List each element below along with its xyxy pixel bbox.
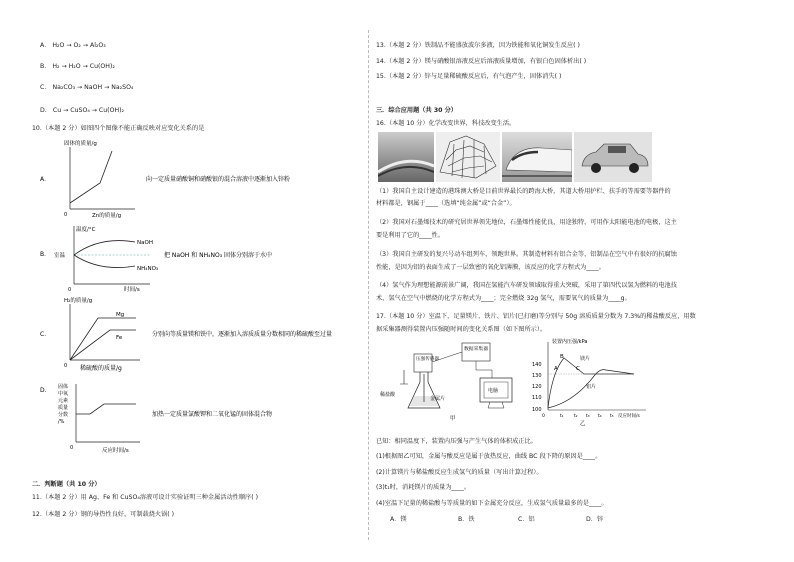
x-axis-label: 时间/s: [124, 287, 140, 293]
x-tick: t₂: [574, 414, 578, 419]
apparatus-diagram: [378, 340, 528, 422]
q16-line-1: （1）我国自主设计建造的港珠澳大桥是目前世界最长的跨海大桥，其道大桥用护栏、扶手的等需要等器件的: [376, 188, 671, 195]
bridge-photo: [378, 132, 434, 182]
x-tick: t₅: [610, 414, 614, 419]
car-photo: [574, 132, 652, 182]
y-tick: 140: [532, 362, 542, 368]
graph-letter: D．: [40, 387, 51, 394]
q17-item-3: (3)t₁时，消耗镁片的质量为____。: [376, 484, 471, 491]
graph-letter: B．: [40, 251, 51, 258]
graph-letter: C．: [40, 331, 51, 338]
y-tick: 130: [532, 373, 542, 379]
question-14: 14.（本题 2 分）镁与硝酸银溶液反应后溶液质量增加，有银白色固体析出( ): [376, 58, 587, 65]
question-17: 17.（本题 10 分）室温下，足量镁片、铁片、铝片(已打磨)等分别与 50g 溶质质量分数为 7.3%的稀盐酸反应，用数: [376, 313, 696, 320]
y-label-line: 固体: [58, 384, 69, 390]
x-tick: t₄: [598, 414, 602, 419]
sensor-label: 压强传感器: [416, 357, 439, 362]
naoh-curve: [74, 241, 135, 255]
mg-curve: [548, 358, 634, 408]
question-13: 13.（本题 2 分）铁制品不能盛放波尔多液，因为铁能和氧化铜发生反应( ): [376, 42, 580, 49]
question-11: 11.（本题 2 分）用 Ag、Fe 和 CuSO₄溶液可设计实验证明三种金属活动性顺序( ): [32, 494, 258, 501]
train-photo: [502, 132, 572, 182]
y-axis-label: 固体的质量/g: [64, 141, 97, 147]
x-tick: t₃: [586, 414, 590, 419]
bridge-image: [378, 132, 434, 182]
right-column: [370, 0, 770, 562]
acid-label: 稀盐酸: [380, 392, 396, 398]
computer-label: 电脑: [488, 388, 499, 394]
q17-item-1: (1)根据图乙可知，金属与酸反应是属于放热反应，曲线 BC 段下降的原因是____。: [376, 453, 602, 460]
metal-label: 金属片: [430, 396, 446, 402]
data-collector-box: [462, 343, 490, 361]
y-axis-label: 温度/°C: [76, 227, 96, 233]
y-label-line: 质量: [58, 405, 69, 411]
curve-label-a: A: [554, 366, 558, 372]
option-formula: Cu → CuSO₄ → Cu(OH)₂: [52, 107, 124, 114]
q16-line-4: 要是利用了它的____性。: [376, 232, 445, 239]
graph-description: 分别向等质量镁和铁中，逐渐加入溶质质量分数相同的稀硫酸至过量: [152, 331, 333, 338]
option-a-row: [40, 42, 106, 50]
al-label: 铝片: [586, 384, 597, 390]
q16-line-7: （4）氢气作为理想能源前景广阔，我国在氢能汽车研发领域取得重大突破，采用了第四代以氢为燃料的电池技: [376, 282, 677, 289]
question-12: 12.（本题 2 分）钢的导热性良好，可制载烧火锅( ): [32, 511, 175, 518]
option-formula: H₂ → H₂O → Cu(OH)₂: [52, 63, 115, 70]
option-formula: H₂O → O₂ → Al₂O₃: [52, 42, 106, 49]
q16-line-8: 术，氢气在空气中燃烧的化学方程式为____；完全燃烧 32g 氢气，需要氧气的质量为____g。: [376, 295, 631, 302]
origin-label: 0: [64, 212, 68, 218]
graph-a: [40, 137, 360, 222]
question-16: 16.（本题 10 分）化学改变世界，科技改变生活。: [376, 120, 516, 127]
known-note: 已知：相同温度下，装置内压强与产生气体的体积成正比。: [376, 438, 537, 445]
graphene-image: [436, 132, 500, 182]
option-formula: Na₂CO₃ → NaOH → Na₂SO₄: [52, 84, 134, 91]
choice-b: B．铁: [458, 516, 475, 523]
option-d-row: [40, 107, 124, 115]
choice-c: C．铝: [518, 516, 535, 523]
x-axis-label: 稀硫酸的质量/g: [80, 365, 122, 372]
section-3-heading: 三．综合应用题（共 30 分）: [376, 107, 457, 114]
naoh-label: NaOH: [137, 240, 153, 246]
origin-label: 0: [64, 363, 68, 369]
y-axis-label: 装置内压强/kPa: [552, 339, 588, 345]
y-label-line: 元素: [58, 398, 69, 404]
graph-description: 向一定质量硝酸铜和硝酸银的混合溶液中逐渐加入锌粉: [146, 176, 291, 183]
option-letter: C．: [40, 84, 51, 91]
option-letter: A．: [40, 42, 51, 49]
mg-curve: [70, 318, 136, 360]
curve-label-b: B: [560, 354, 564, 360]
choice-d: D．锌: [586, 516, 604, 523]
y-axis-label: H₂的质量/g: [64, 298, 93, 304]
origin-label: 0: [70, 445, 74, 451]
section-2-heading: 二．判断题（共 10 分）: [32, 481, 101, 488]
q16-line-2: 材料都是，钢属于____（选填“纯金属”或“合金”）。: [376, 200, 516, 207]
x-tick: t₁: [560, 414, 564, 419]
graphene-photo: [436, 132, 500, 182]
y-label-line: 中氧: [58, 391, 69, 397]
choice-a: A．镁: [390, 516, 407, 523]
fe-label: Fe: [116, 335, 123, 341]
collector-label: 数据采集器: [464, 347, 488, 352]
train-image: [502, 132, 572, 182]
y-label-line: /%: [58, 419, 65, 425]
dropper: [400, 370, 408, 384]
x-axis-label: 反应时间/s: [102, 448, 129, 454]
origin-label: 0: [68, 287, 72, 293]
q16-line-6: 性能，是因为铝的表面生成了一层致密的氧化铝薄膜，该反应的化学方程式为____。: [376, 264, 605, 271]
curve: [76, 404, 136, 414]
q16-line-3: （2）我国对石墨烯技术的研究居世界领先地位，石墨烯性能优良，用途独特，可用作太阳能电池的电极，这主: [376, 219, 677, 226]
q16-line-5: （3）我国自主研发的复兴号动车组列车，领跑世界。其制造材料有铝合金等，铝制品在空气中有很好的抗腐蚀: [376, 251, 677, 258]
nh4no3-curve: [74, 255, 135, 268]
q17-item-2: (2)计算镁片与稀盐酸反应生成氢气的质量（写出计算过程）。: [376, 469, 543, 476]
column-divider: [368, 30, 369, 540]
mg-label: 镁片: [580, 356, 591, 362]
graph-b: [40, 222, 360, 294]
option-c-row: [40, 84, 133, 92]
option-b-row: [40, 63, 115, 71]
y-tick: 120: [532, 384, 542, 390]
diagram-caption: 甲: [450, 416, 456, 422]
graph-letter: A．: [40, 176, 51, 183]
nh4no3-label: NH₄NO₃: [137, 266, 159, 272]
graph-description: 加热一定质量氯酸钾和二氧化锰的固体混合物: [152, 411, 273, 418]
left-column: [30, 0, 370, 562]
mg-label: Mg: [116, 312, 125, 318]
option-letter: B．: [40, 63, 51, 70]
graph-description: 把 NaOH 和 NH₄NO₃ 固体分别溶于水中: [164, 252, 273, 259]
car-image: [574, 132, 652, 182]
room-temp-label: 室温: [54, 253, 66, 259]
graph-c: [40, 294, 380, 374]
x-axis-label: 反应时间/s: [618, 414, 640, 419]
question-10: 10.（本题 2 分）如图四个图像不能正确反映对应变化关系的是: [32, 125, 205, 132]
curve: [70, 151, 112, 203]
question-17-cont: 据采集器测得装置内压强随时间的变化关系图（如下图所示）。: [376, 326, 547, 333]
y-label-line: 分数: [58, 412, 69, 418]
curve-label-c: C: [576, 366, 580, 372]
q17-item-4: (4)室温下足量的稀盐酸与等质量的如下金属充分反应，生成氢气质量最多的是____。: [376, 500, 608, 507]
graph-caption: 乙: [580, 421, 586, 426]
pressure-graph: [524, 336, 674, 426]
option-letter: D．: [40, 107, 51, 114]
question-15: 15.（本题 2 分）锌与足量稀硫酸反应后，有气泡产生，固体消失( ): [376, 73, 562, 80]
graph-d: [40, 380, 360, 460]
origin-label: 0: [542, 414, 545, 419]
y-tick: 100: [532, 407, 542, 413]
y-tick: 110: [532, 395, 542, 401]
x-axis-label: Zn的质量/g: [92, 213, 122, 219]
